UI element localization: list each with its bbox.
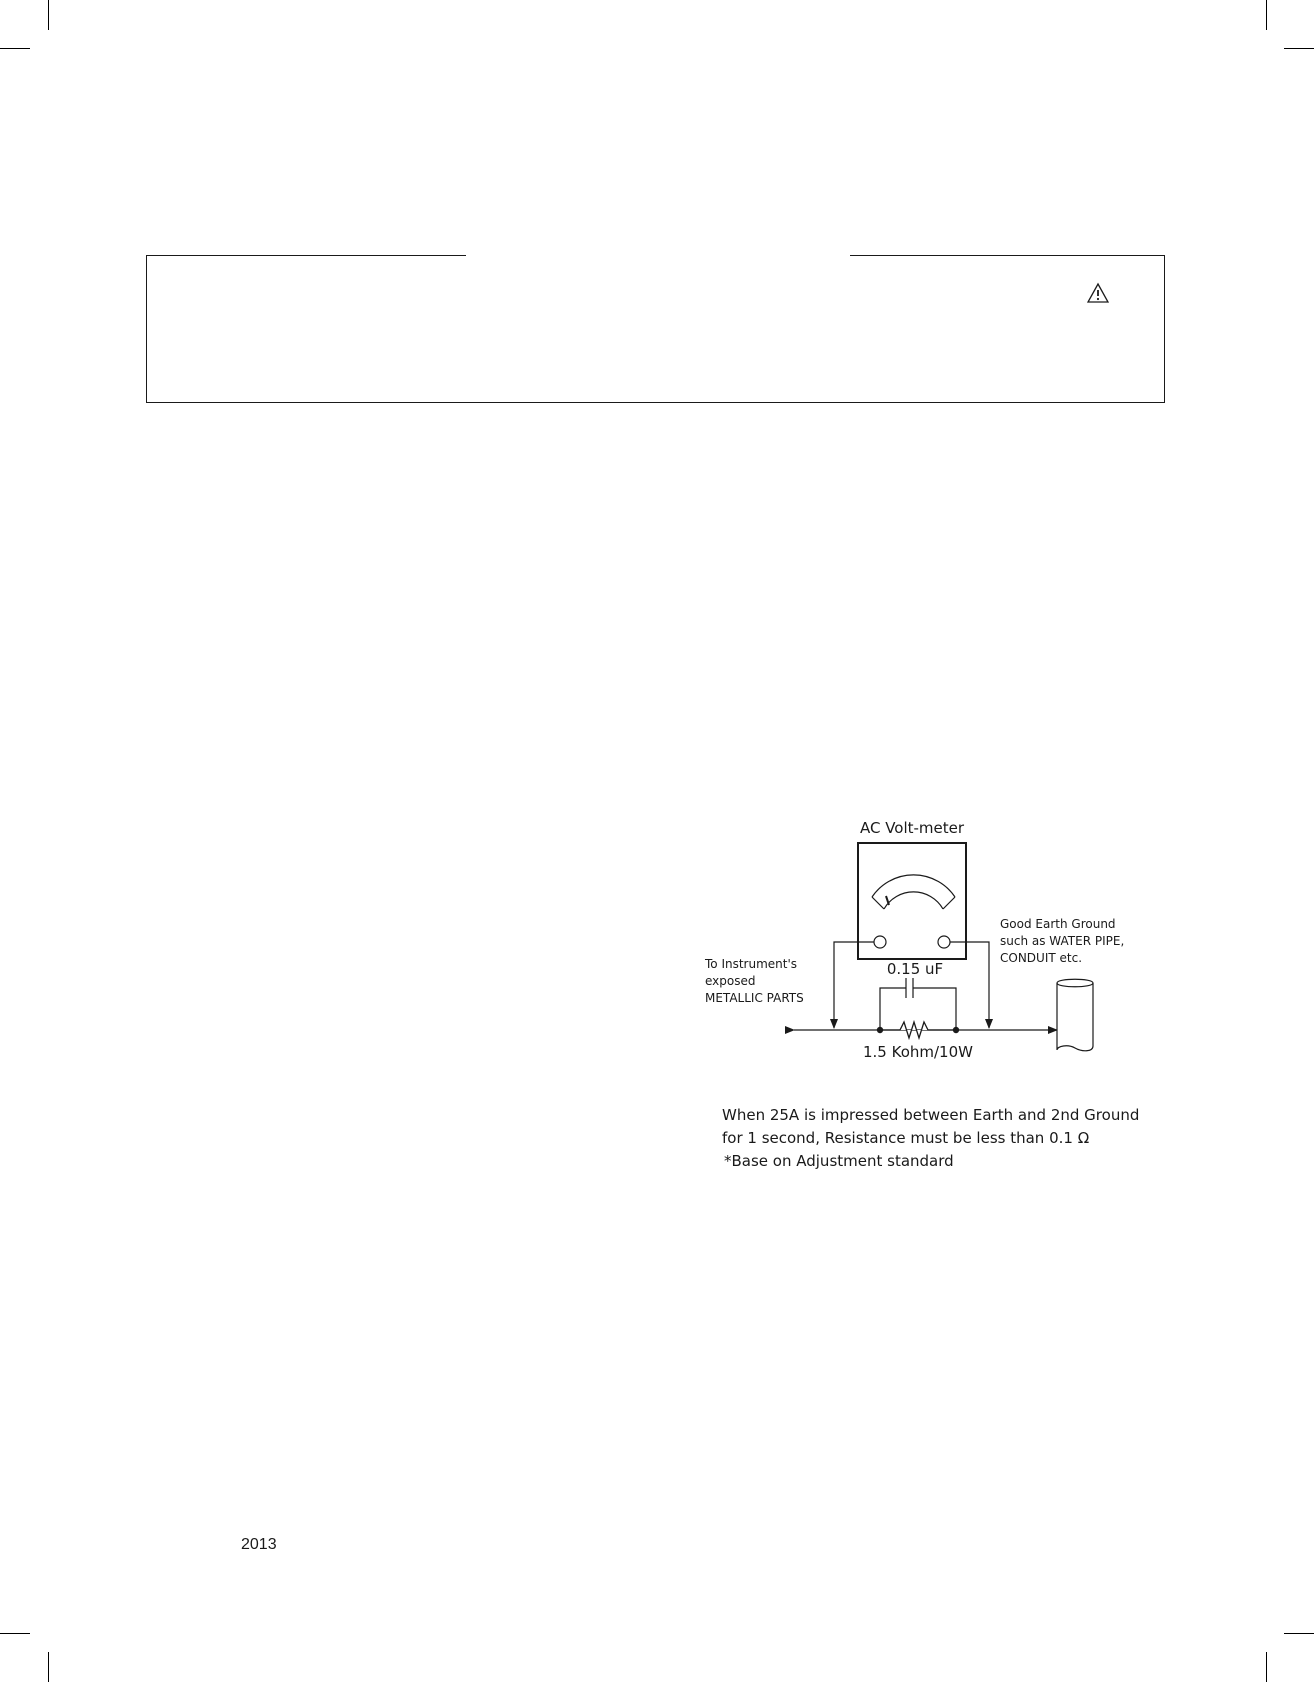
notice-title-gap <box>466 254 850 258</box>
test-note <box>722 1106 1139 1170</box>
right-label-line: Good Earth Ground <box>1000 917 1116 931</box>
crop-mark <box>1284 1633 1314 1634</box>
warning-triangle-icon <box>1087 282 1109 304</box>
footer-year: 2013 <box>241 1536 277 1553</box>
note-line: When 25A is impressed between Earth and 2nd Ground <box>722 1106 1140 1124</box>
note-line: for 1 second, Resistance must be less than 0.1 Ω <box>722 1129 1090 1147</box>
crop-mark <box>48 0 49 30</box>
left-label-line: METALLIC PARTS <box>705 991 804 1005</box>
left-label-line: exposed <box>705 974 756 988</box>
resistor-label: 1.5 Kohm/10W <box>863 1043 973 1061</box>
crop-mark <box>48 1652 49 1682</box>
crop-mark <box>1266 1652 1267 1682</box>
crop-mark <box>0 48 30 49</box>
note-line: *Base on Adjustment standard <box>724 1152 954 1170</box>
notice-box <box>146 255 1165 403</box>
left-label-line: To Instrument's <box>705 957 798 971</box>
crop-mark <box>1284 48 1314 49</box>
leakage-test-diagram <box>690 800 1160 1180</box>
meter-terminal-left <box>874 936 886 948</box>
crop-mark <box>0 1633 30 1634</box>
left-callout <box>704 957 804 1005</box>
capacitor-label: 0.15 uF <box>886 960 944 978</box>
right-callout <box>1000 917 1124 965</box>
right-label-line: such as WATER PIPE, <box>1000 934 1125 948</box>
crop-mark <box>1266 0 1267 30</box>
resistor <box>877 1022 959 1038</box>
right-label-line: CONDUIT etc. <box>1000 951 1083 965</box>
meter-label: AC Volt-meter <box>859 819 965 837</box>
water-pipe-icon <box>1057 979 1093 1051</box>
ac-voltmeter <box>858 843 966 959</box>
meter-terminal-right <box>938 936 950 948</box>
capacitor <box>880 978 956 1030</box>
